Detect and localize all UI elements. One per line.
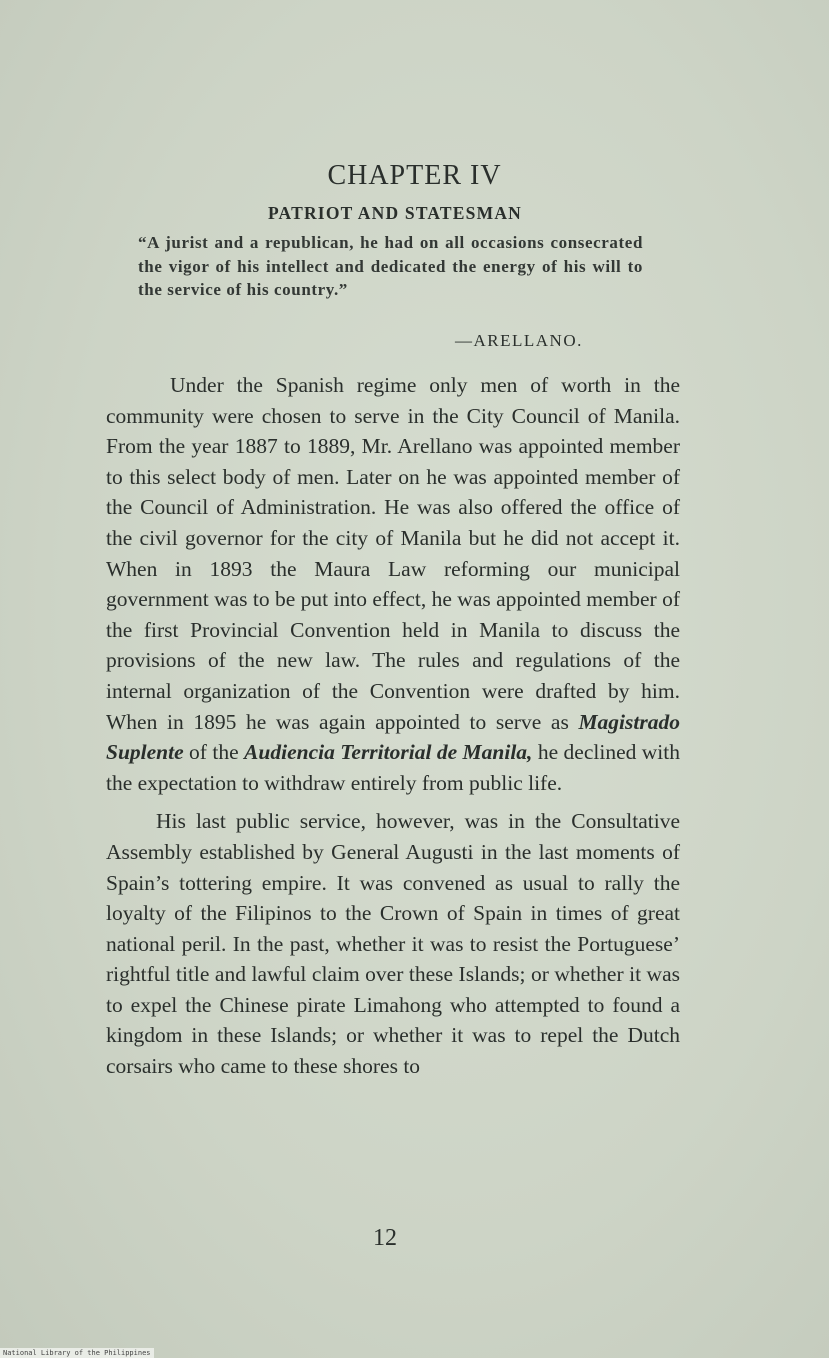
paragraph-1-italic-b: Audiencia Territorial de Manila, [244,740,533,765]
page-number: 12 [373,1225,397,1251]
paragraph-1-text-c: he declined with the expectation to withdraw entirely from public life. [106,740,680,795]
paragraph-1-text-a: Under the Spanish regime only men of worth in the community were chosen to serve in the City Council of Manila. From the year 1887 to 1889, Mr. Arellano was appointed member to this select body of men. Later on he was appointed member of the Council of Administration. He was also offered the office of the civil governor for the city of Manila but he did not accept it. When in 1893 the Maura Law reforming our municipal government was to be put into effect, he was appointed member of the first Provincial Convention held in Manila to discuss the provisions of the new law. The rules and regulations of the internal organization of the Convention were drafted by him. When in 1895 he was again appointed to serve as [106,373,680,734]
library-watermark: National Library of the Philippines [0,1348,154,1358]
epigraph-attribution: —ARELLANO. [455,331,583,350]
paragraph-1 [106,370,680,798]
epigraph-quote: “A jurist and a republican, he had on all occasions consecrated the vigor of his intellect and dedicated the energy of his will to the service of his country.” [138,233,643,299]
paragraph-1-italic-a: Magistrado Suplente [106,709,680,765]
body-text [106,370,680,1082]
chapter-subtitle: PATRIOT AND STATESMAN [267,203,523,223]
chapter-title: CHAPTER IV [327,160,502,191]
paragraph-2: His last public service, however, was in the Consultative Assembly established by General Augusti in the last moments of Spain’s tottering empire. It was convened as usual to rally the loyalty of the Filipinos to the Crown of Spain in times of great national peril. In the past, whether it was to resist the Portuguese’ rightful title and lawful claim over these Islands; or whether it was to expel the Chinese pirate Limahong who attempted to found a kingdom in these Islands; or whether it was to repel the Dutch corsairs who came to these shores to [106,809,680,1079]
paragraph-1-text-b: of the [183,740,245,765]
